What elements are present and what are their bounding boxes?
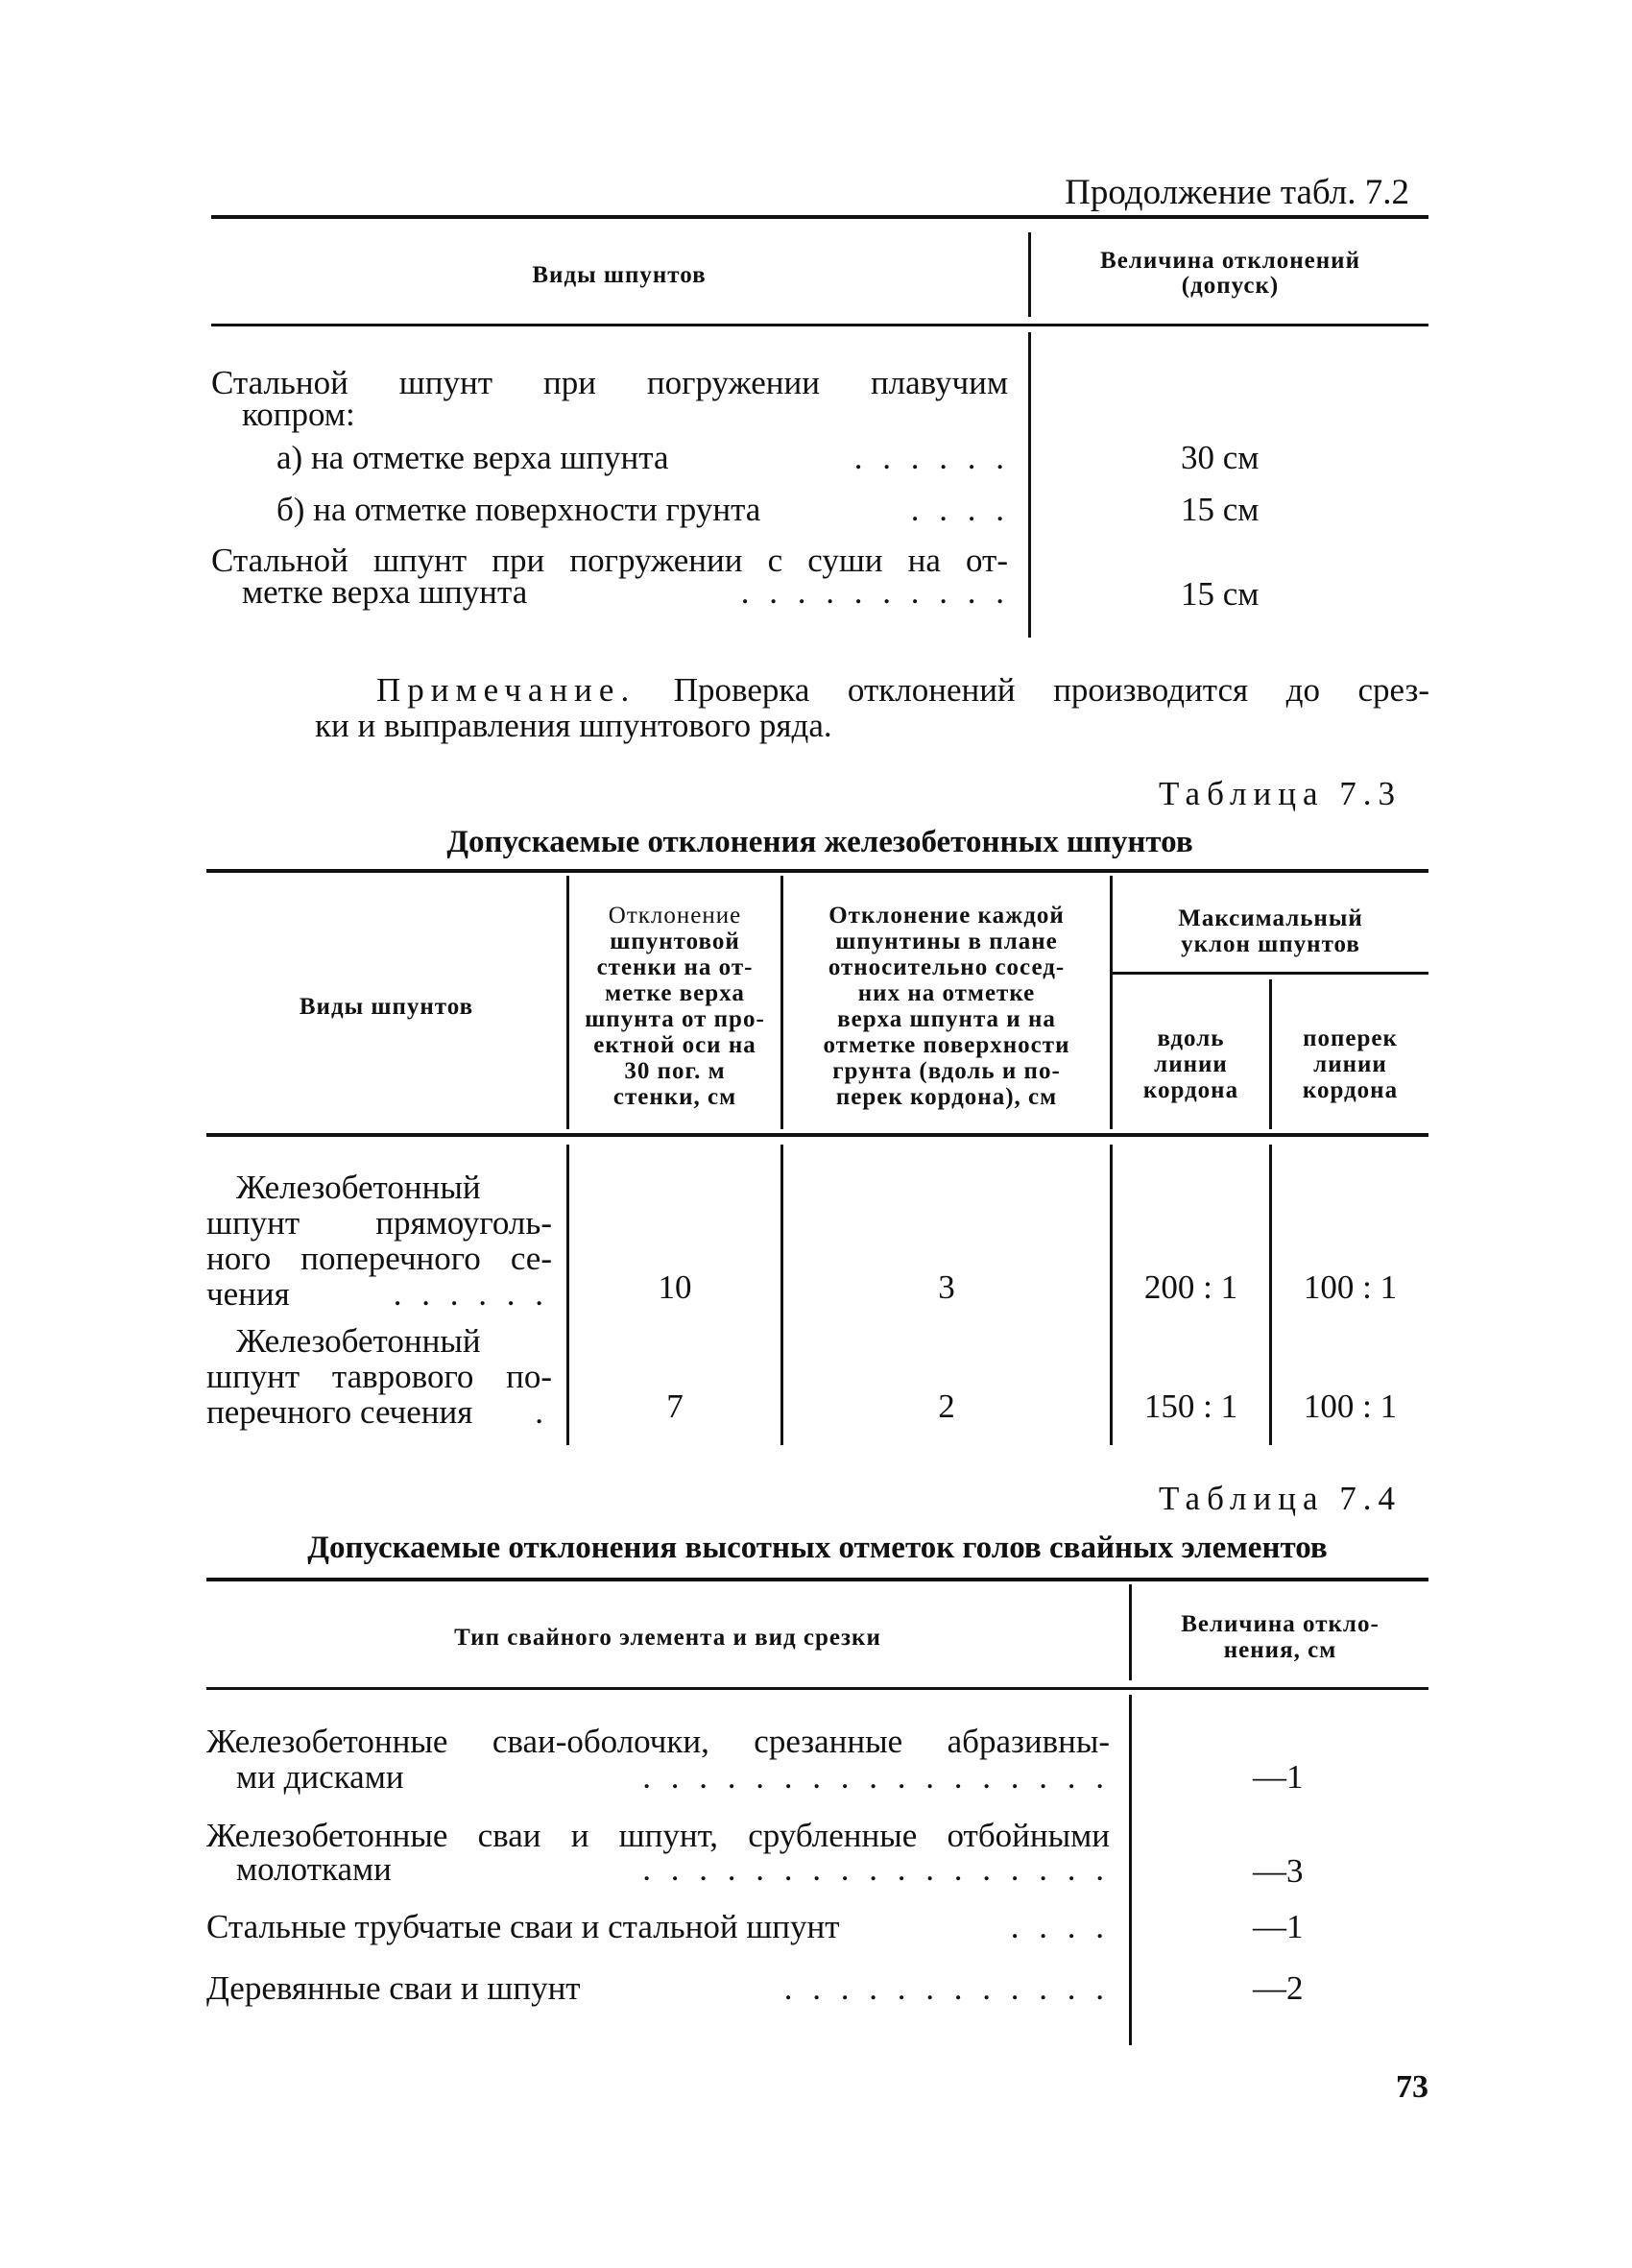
t74-row3-value: —1 [1253, 1908, 1304, 1945]
t73-each-line: грунта (вдоль и по- [832, 1058, 1061, 1084]
t72-row4-value: 15 см [1181, 575, 1260, 613]
t74-header-type: Тип свайного элемента и вид срезки [454, 1625, 881, 1651]
t72-row2-text: а) на отметке верха шпунта [276, 439, 669, 476]
t74-row1-value: —1 [1253, 1758, 1304, 1796]
t72-row1-line2: копром: [242, 396, 355, 433]
table-7-4-title: Допускаемые отклонения высотных отметок голов свайных элементов [307, 1531, 1328, 1565]
t73-row2-dots: . [535, 1393, 549, 1431]
table-7-3-number: Таблица 7.3 [1159, 775, 1402, 812]
t73-row2-along: 150 : 1 [1143, 1387, 1238, 1425]
t74-row3-text: Стальные трубчатые сваи и стальной шпунт [206, 1908, 840, 1945]
table-7-4-number: Таблица 7.4 [1159, 1480, 1402, 1517]
t73-across-line: поперек [1303, 1025, 1398, 1051]
t73-row2-across: 100 : 1 [1303, 1387, 1398, 1425]
t73-row2-line3: перечного сечения [206, 1393, 473, 1431]
t73-header-types: Виды шпунтов [299, 994, 474, 1020]
table-7-4-header-rule [206, 1687, 1428, 1690]
t74-row2-line1: Железобетонные сваи и шпунт, срубленные отбойными [206, 1817, 1110, 1854]
t72-header-value-2: (допуск) [1181, 273, 1280, 299]
t73-each-line: шпунтины в плане [835, 929, 1058, 954]
t73-each-line: Отклонение каждой [828, 903, 1065, 929]
t73-slope-rule [1113, 972, 1428, 975]
t72-row2-value: 30 см [1181, 439, 1260, 476]
t73-row1-line3: ного поперечного се- [206, 1240, 552, 1277]
table-7-2-header-rule [211, 324, 1428, 326]
t74-row3-dots: . . . . [1010, 1908, 1110, 1945]
t73-row2-each: 2 [938, 1387, 955, 1425]
t73-each-line: перек кордона), см [835, 1084, 1058, 1110]
t72-row3-value: 15 см [1181, 491, 1260, 528]
t73-row2-line1: Железобетонный [236, 1322, 481, 1360]
t73-wall-line: шпунтовой [610, 929, 740, 954]
t73-row1-dots: . . . . . . [393, 1275, 549, 1313]
table-7-3-top-rule [206, 869, 1428, 873]
t74-row2-line2: молотками [236, 1850, 392, 1888]
t72-row4-line1: Стальной шпунт при погружении с суши на от- [211, 542, 1008, 579]
table-7-3-title: Допускаемые отклонения железобетонных шпунтов [446, 825, 1193, 859]
t73-slope-line: уклон шпунтов [1181, 931, 1360, 957]
t73-header-along [1113, 1025, 1269, 1103]
t73-wall-line: ектной оси на [593, 1032, 756, 1058]
t73-row1-line2: шпунт прямоуголь- [206, 1204, 552, 1242]
t73-across-line: линии [1313, 1051, 1387, 1077]
t73-each-line: них на отметке [857, 980, 1036, 1006]
t72-row3-text: б) на отметке поверхности грунта [276, 491, 761, 528]
t73-along-line: линии [1154, 1051, 1228, 1077]
t74-row1-line2: ми дисками [236, 1758, 404, 1796]
t72-row4-dots: . . . . . . . . . . [740, 573, 1010, 611]
t73-row1-along: 200 : 1 [1143, 1268, 1238, 1306]
t73-header-max-slope [1113, 905, 1428, 957]
t74-row4-dots: . . . . . . . . . . . . [783, 1969, 1110, 2007]
t74-header-value-1: Величина откло- [1181, 1611, 1380, 1637]
t72-body-divider [1028, 332, 1031, 638]
t72-header-divider [1028, 232, 1031, 317]
t74-row2-dots: . . . . . . . . . . . . . . . . . [642, 1850, 1110, 1888]
t73-row1-line1: Железобетонный [236, 1169, 481, 1206]
t73-row1-across: 100 : 1 [1303, 1268, 1398, 1306]
t73-wall-line: метке верха [605, 980, 745, 1006]
t73-wall-line: стенки на от- [596, 954, 754, 980]
t74-row4-value: —2 [1253, 1969, 1304, 2007]
t74-header-value-2: нения, см [1223, 1637, 1337, 1663]
t73-row2-wall: 7 [666, 1387, 684, 1425]
t73-header-across [1272, 1025, 1428, 1103]
t74-row4-text: Деревянные сваи и шпунт [206, 1969, 581, 2007]
t73-each-line: относительно сосед- [828, 954, 1066, 980]
t72-row2-dots: . . . . . . [853, 439, 1010, 476]
t73-wall-line: Отклонение [608, 903, 742, 929]
table-7-2-top-rule [211, 215, 1428, 219]
t73-wall-line: шпунта от про- [585, 1006, 765, 1032]
t73-wall-line: стенки, см [612, 1084, 737, 1110]
t73-each-line: отметке поверхности [823, 1032, 1070, 1058]
t73-header-each-dev [783, 903, 1110, 1110]
note-line2: ки и выправления шпунтового ряда. [315, 707, 832, 744]
t73-slope-line: Максимальный [1178, 905, 1363, 931]
t72-row1-line1: Стальной шпунт при погружении плавучим [211, 364, 1008, 401]
t72-header-types: Виды шпунтов [532, 262, 707, 288]
table-7-4-top-rule [206, 1578, 1428, 1581]
t73-along-line: кордона [1142, 1077, 1239, 1103]
t72-row3-dots: . . . . [910, 491, 1010, 528]
t73-header-wall-dev [569, 903, 780, 1110]
t73-along-line: вдоль [1157, 1025, 1225, 1051]
t73-across-line: кордона [1302, 1077, 1399, 1103]
t73-each-line: верха шпунта и на [837, 1006, 1056, 1032]
page-number: 73 [1396, 2069, 1428, 2105]
t72-header-value-1: Величина отклонений [1100, 248, 1360, 274]
t73-row1-each: 3 [938, 1268, 955, 1306]
t73-row1-line4: чения [206, 1275, 290, 1313]
t74-row1-dots: . . . . . . . . . . . . . . . . . [642, 1758, 1110, 1796]
t74-row1-line1: Железобетонные сваи-оболочки, срезанные абразивны- [206, 1723, 1110, 1760]
t74-body-divider [1129, 1695, 1132, 2045]
continuation-label: Продолжение табл. 7.2 [1065, 173, 1409, 212]
table-7-3-header-rule [206, 1133, 1428, 1137]
note-label: Примечание. [376, 671, 636, 709]
note-text-1: Проверка отклонений производится до срез- [673, 671, 1429, 709]
t72-row4-line2: метке верха шпунта [242, 573, 528, 611]
t73-row1-wall: 10 [658, 1268, 692, 1306]
t73-row2-line2: шпунт таврового по- [206, 1358, 552, 1395]
t74-row2-value: —3 [1253, 1852, 1304, 1890]
note-line1 [376, 672, 1429, 709]
t73-wall-line: 30 пог. м [624, 1058, 726, 1084]
